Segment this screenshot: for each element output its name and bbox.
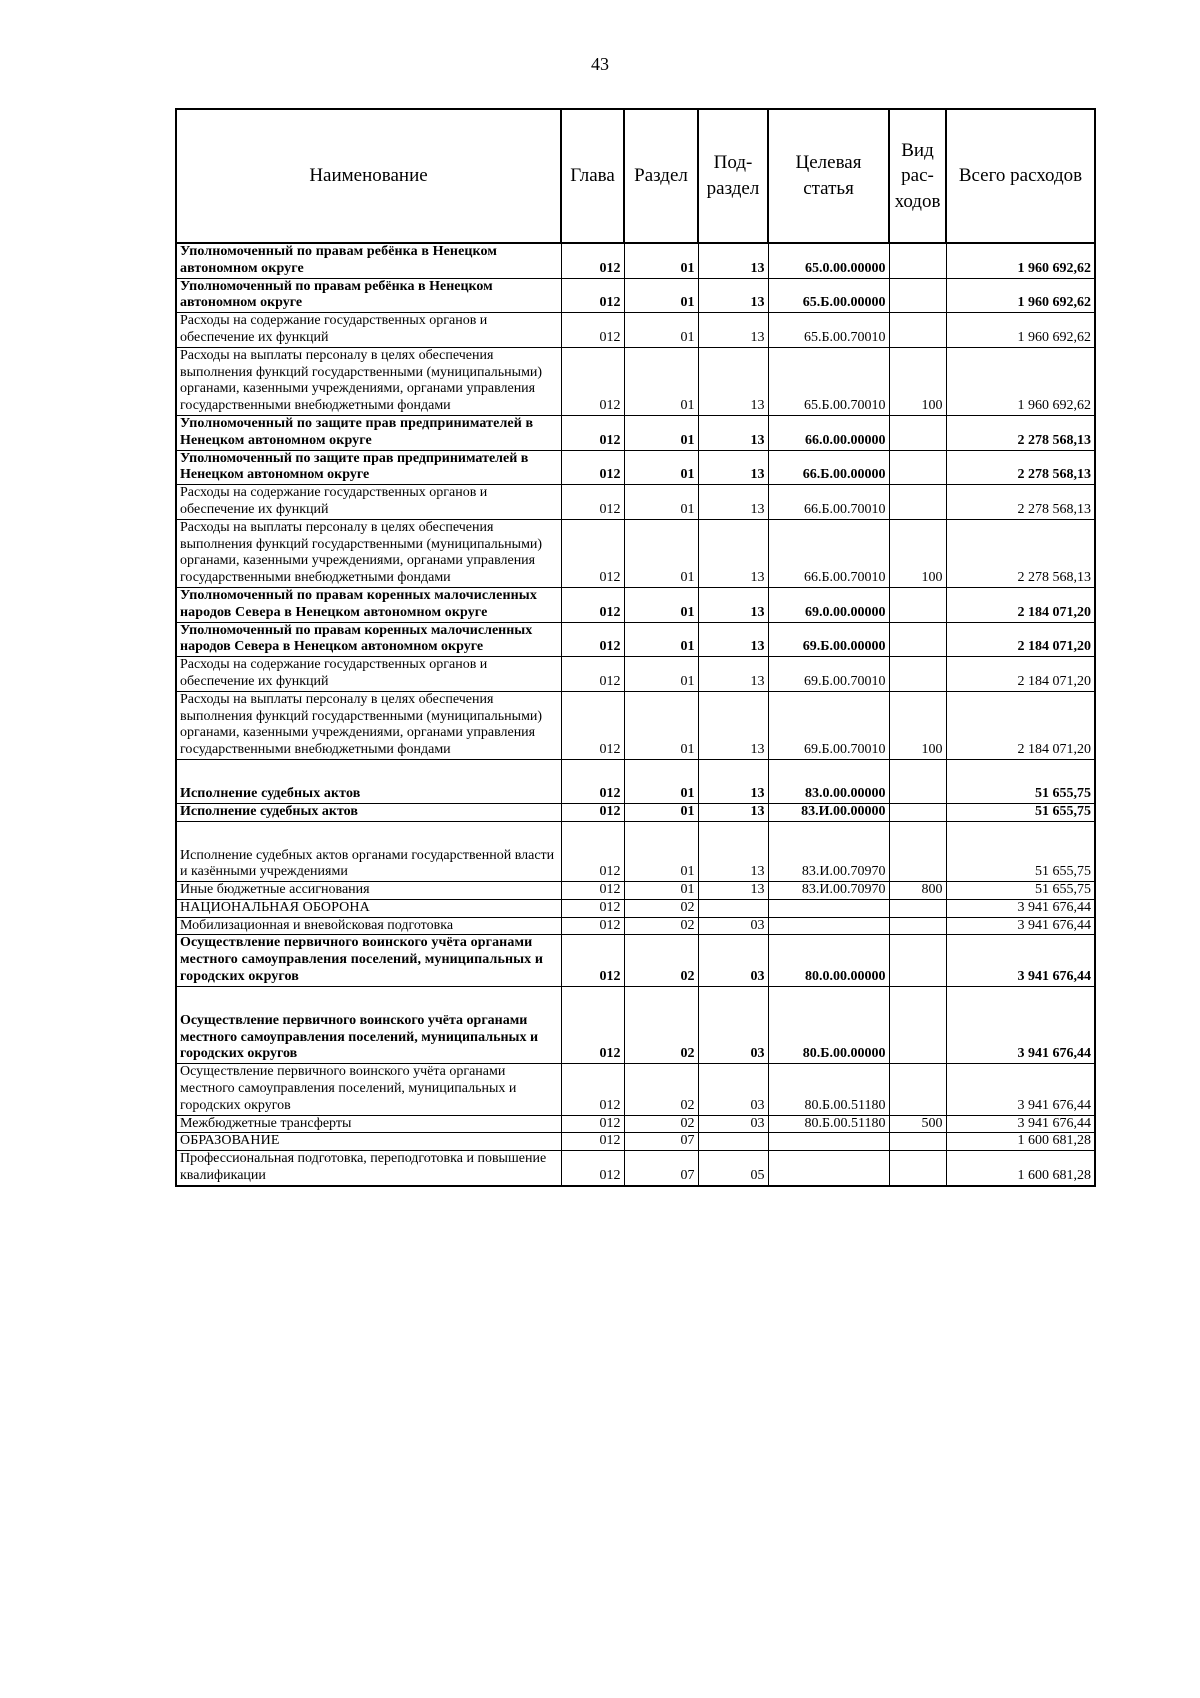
cell-total: 1 600 681,28 [946, 1133, 1095, 1151]
cell-expense-type [889, 1151, 946, 1186]
cell-chapter: 012 [561, 622, 624, 657]
cell-chapter: 012 [561, 1151, 624, 1186]
cell-subsection [698, 1133, 768, 1151]
cell-target-article: 69.0.00.00000 [768, 587, 889, 622]
cell-subsection: 13 [698, 803, 768, 821]
cell-expense-type [889, 759, 946, 803]
cell-chapter: 012 [561, 986, 624, 1063]
cell-chapter: 012 [561, 485, 624, 520]
cell-subsection: 13 [698, 622, 768, 657]
header-total: Всего расходов [946, 109, 1095, 243]
table-body [176, 243, 1095, 1186]
cell-section: 01 [624, 587, 698, 622]
cell-subsection: 13 [698, 587, 768, 622]
cell-subsection: 13 [698, 415, 768, 450]
cell-section: 01 [624, 803, 698, 821]
cell-expense-type [889, 821, 946, 882]
cell-total: 3 941 676,44 [946, 1115, 1095, 1133]
cell-section: 01 [624, 622, 698, 657]
cell-chapter: 012 [561, 587, 624, 622]
table-row [176, 917, 1095, 935]
cell-section: 01 [624, 313, 698, 348]
cell-chapter: 012 [561, 759, 624, 803]
cell-chapter: 012 [561, 243, 624, 278]
cell-section: 02 [624, 935, 698, 986]
cell-name: Мобилизационная и вневойсковая подготовка [176, 917, 561, 935]
cell-total: 3 941 676,44 [946, 935, 1095, 986]
cell-section: 07 [624, 1133, 698, 1151]
cell-total: 1 960 692,62 [946, 278, 1095, 313]
cell-name: Расходы на содержание государственных органов и обеспечение их функций [176, 485, 561, 520]
cell-total: 51 655,75 [946, 803, 1095, 821]
table-row [176, 935, 1095, 986]
cell-total: 3 941 676,44 [946, 1064, 1095, 1115]
cell-subsection: 13 [698, 821, 768, 882]
cell-target-article: 69.Б.00.70010 [768, 691, 889, 759]
cell-name: Расходы на выплаты персоналу в целях обеспечения выполнения функций государственными (муниципальными) органами, казенными учреждениями, органами управления государственными внебюджетными фондами [176, 691, 561, 759]
cell-section: 01 [624, 243, 698, 278]
cell-chapter: 012 [561, 347, 624, 415]
cell-target-article: 80.Б.00.51180 [768, 1064, 889, 1115]
header-section: Раздел [624, 109, 698, 243]
cell-target-article: 65.0.00.00000 [768, 243, 889, 278]
cell-chapter: 012 [561, 313, 624, 348]
header-target-article: Целевая статья [768, 109, 889, 243]
cell-total: 2 184 071,20 [946, 587, 1095, 622]
header-expense-type: Вид рас-ходов [889, 109, 946, 243]
cell-chapter: 012 [561, 882, 624, 900]
cell-subsection: 03 [698, 917, 768, 935]
cell-name: НАЦИОНАЛЬНАЯ ОБОРОНА [176, 899, 561, 917]
cell-name: Иные бюджетные ассигнования [176, 882, 561, 900]
cell-section: 01 [624, 759, 698, 803]
cell-total: 51 655,75 [946, 759, 1095, 803]
cell-section: 02 [624, 899, 698, 917]
cell-target-article: 65.Б.00.70010 [768, 313, 889, 348]
cell-name: Профессиональная подготовка, переподготовка и повышение квалификации [176, 1151, 561, 1186]
cell-total: 2 184 071,20 [946, 657, 1095, 692]
cell-name: Расходы на выплаты персоналу в целях обеспечения выполнения функций государственными (муниципальными) органами, казенными учреждениями, органами управления государственными внебюджетными фондами [176, 347, 561, 415]
cell-subsection: 13 [698, 450, 768, 485]
table-row [176, 1064, 1095, 1115]
cell-subsection [698, 899, 768, 917]
cell-name: Уполномоченный по правам коренных малочисленных народов Севера в Ненецком автономном округе [176, 622, 561, 657]
cell-subsection: 13 [698, 243, 768, 278]
cell-target-article: 80.Б.00.00000 [768, 986, 889, 1063]
table-row [176, 986, 1095, 1063]
header-chapter: Глава [561, 109, 624, 243]
cell-expense-type [889, 917, 946, 935]
cell-subsection: 13 [698, 485, 768, 520]
cell-expense-type: 100 [889, 519, 946, 587]
cell-chapter: 012 [561, 450, 624, 485]
cell-total: 1 960 692,62 [946, 243, 1095, 278]
table-row [176, 1133, 1095, 1151]
table-row [176, 899, 1095, 917]
cell-total: 2 278 568,13 [946, 485, 1095, 520]
cell-target-article: 83.И.00.70970 [768, 821, 889, 882]
cell-expense-type: 100 [889, 691, 946, 759]
cell-expense-type [889, 657, 946, 692]
cell-target-article: 80.Б.00.51180 [768, 1115, 889, 1133]
cell-total: 51 655,75 [946, 882, 1095, 900]
cell-name: Уполномоченный по правам ребёнка в Ненецком автономном округе [176, 243, 561, 278]
page-number: 43 [591, 54, 609, 74]
cell-section: 01 [624, 691, 698, 759]
cell-expense-type [889, 587, 946, 622]
cell-section: 07 [624, 1151, 698, 1186]
cell-total: 1 960 692,62 [946, 313, 1095, 348]
cell-chapter: 012 [561, 1115, 624, 1133]
cell-expense-type [889, 986, 946, 1063]
cell-target-article: 83.И.00.00000 [768, 803, 889, 821]
cell-name: ОБРАЗОВАНИЕ [176, 1133, 561, 1151]
cell-expense-type: 800 [889, 882, 946, 900]
cell-name: Осуществление первичного воинского учёта органами местного самоуправления поселений, муниципальных и городских округов [176, 1064, 561, 1115]
cell-total: 3 941 676,44 [946, 917, 1095, 935]
table-row [176, 1115, 1095, 1133]
cell-target-article: 83.0.00.00000 [768, 759, 889, 803]
cell-expense-type [889, 485, 946, 520]
cell-section: 01 [624, 519, 698, 587]
cell-name: Исполнение судебных актов [176, 803, 561, 821]
table-row [176, 622, 1095, 657]
cell-name: Уполномоченный по правам коренных малочисленных народов Севера в Ненецком автономном округе [176, 587, 561, 622]
cell-subsection: 13 [698, 278, 768, 313]
table-header-row [176, 109, 1095, 243]
cell-name: Расходы на содержание государственных органов и обеспечение их функций [176, 313, 561, 348]
cell-total: 2 278 568,13 [946, 415, 1095, 450]
cell-name: Уполномоченный по правам ребёнка в Ненецком автономном округе [176, 278, 561, 313]
cell-section: 01 [624, 450, 698, 485]
table-row [176, 415, 1095, 450]
cell-total: 2 184 071,20 [946, 691, 1095, 759]
cell-chapter: 012 [561, 917, 624, 935]
cell-target-article: 65.Б.00.70010 [768, 347, 889, 415]
cell-target-article: 66.Б.00.70010 [768, 519, 889, 587]
cell-expense-type [889, 935, 946, 986]
table-row [176, 450, 1095, 485]
table-row [176, 803, 1095, 821]
cell-subsection: 03 [698, 1064, 768, 1115]
cell-expense-type [889, 313, 946, 348]
cell-name: Исполнение судебных актов [176, 759, 561, 803]
cell-chapter: 012 [561, 1064, 624, 1115]
table-row [176, 519, 1095, 587]
cell-total: 2 278 568,13 [946, 519, 1095, 587]
header-name: Наименование [176, 109, 561, 243]
cell-target-article: 69.Б.00.70010 [768, 657, 889, 692]
cell-target-article: 83.И.00.70970 [768, 882, 889, 900]
cell-section: 02 [624, 1064, 698, 1115]
table-row [176, 759, 1095, 803]
cell-name: Уполномоченный по защите прав предпринимателей в Ненецком автономном округе [176, 450, 561, 485]
cell-subsection: 13 [698, 882, 768, 900]
cell-subsection: 03 [698, 935, 768, 986]
cell-total: 2 184 071,20 [946, 622, 1095, 657]
cell-total: 1 600 681,28 [946, 1151, 1095, 1186]
table-row [176, 821, 1095, 882]
cell-expense-type [889, 450, 946, 485]
cell-target-article: 65.Б.00.00000 [768, 278, 889, 313]
cell-expense-type: 500 [889, 1115, 946, 1133]
cell-chapter: 012 [561, 821, 624, 882]
cell-chapter: 012 [561, 415, 624, 450]
cell-expense-type [889, 243, 946, 278]
cell-subsection: 13 [698, 691, 768, 759]
cell-expense-type [889, 1133, 946, 1151]
table-row [176, 882, 1095, 900]
cell-expense-type [889, 803, 946, 821]
cell-section: 01 [624, 415, 698, 450]
cell-expense-type: 100 [889, 347, 946, 415]
cell-name: Расходы на содержание государственных органов и обеспечение их функций [176, 657, 561, 692]
cell-total: 3 941 676,44 [946, 899, 1095, 917]
cell-section: 01 [624, 485, 698, 520]
cell-section: 01 [624, 347, 698, 415]
header-subsection: Под-раздел [698, 109, 768, 243]
table-row [176, 587, 1095, 622]
table-row [176, 691, 1095, 759]
table-row [176, 485, 1095, 520]
cell-subsection: 13 [698, 347, 768, 415]
cell-total: 2 278 568,13 [946, 450, 1095, 485]
cell-expense-type [889, 622, 946, 657]
cell-section: 02 [624, 917, 698, 935]
cell-expense-type [889, 278, 946, 313]
cell-name: Межбюджетные трансферты [176, 1115, 561, 1133]
cell-chapter: 012 [561, 691, 624, 759]
cell-total: 51 655,75 [946, 821, 1095, 882]
cell-target-article: 69.Б.00.00000 [768, 622, 889, 657]
cell-section: 01 [624, 882, 698, 900]
cell-chapter: 012 [561, 657, 624, 692]
table-row [176, 243, 1095, 278]
cell-name: Исполнение судебных актов органами государственной власти и казёнными учреждениями [176, 821, 561, 882]
cell-name: Расходы на выплаты персоналу в целях обеспечения выполнения функций государственными (муниципальными) органами, казенными учреждениями, органами управления государственными внебюджетными фондами [176, 519, 561, 587]
cell-subsection: 03 [698, 1115, 768, 1133]
cell-target-article [768, 1133, 889, 1151]
cell-section: 02 [624, 1115, 698, 1133]
cell-section: 01 [624, 278, 698, 313]
cell-total: 3 941 676,44 [946, 986, 1095, 1063]
cell-name: Уполномоченный по защите прав предпринимателей в Ненецком автономном округе [176, 415, 561, 450]
table-row [176, 313, 1095, 348]
table-row [176, 347, 1095, 415]
cell-name: Осуществление первичного воинского учёта органами местного самоуправления поселений, муниципальных и городских округов [176, 986, 561, 1063]
cell-chapter: 012 [561, 935, 624, 986]
cell-chapter: 012 [561, 803, 624, 821]
cell-expense-type [889, 899, 946, 917]
cell-subsection: 13 [698, 759, 768, 803]
cell-subsection: 13 [698, 657, 768, 692]
cell-target-article [768, 899, 889, 917]
cell-expense-type [889, 1064, 946, 1115]
cell-subsection: 13 [698, 519, 768, 587]
table-row [176, 278, 1095, 313]
cell-target-article: 66.Б.00.00000 [768, 450, 889, 485]
cell-chapter: 012 [561, 899, 624, 917]
cell-subsection: 05 [698, 1151, 768, 1186]
cell-chapter: 012 [561, 278, 624, 313]
cell-name: Осуществление первичного воинского учёта органами местного самоуправления поселений, муниципальных и городских округов [176, 935, 561, 986]
cell-expense-type [889, 415, 946, 450]
budget-table [175, 108, 1096, 1187]
cell-chapter: 012 [561, 1133, 624, 1151]
table-row [176, 657, 1095, 692]
cell-target-article [768, 1151, 889, 1186]
cell-target-article: 80.0.00.00000 [768, 935, 889, 986]
cell-section: 02 [624, 986, 698, 1063]
cell-subsection: 03 [698, 986, 768, 1063]
cell-section: 01 [624, 657, 698, 692]
cell-total: 1 960 692,62 [946, 347, 1095, 415]
cell-target-article [768, 917, 889, 935]
cell-target-article: 66.Б.00.70010 [768, 485, 889, 520]
cell-chapter: 012 [561, 519, 624, 587]
cell-section: 01 [624, 821, 698, 882]
cell-subsection: 13 [698, 313, 768, 348]
table-row [176, 1151, 1095, 1186]
cell-target-article: 66.0.00.00000 [768, 415, 889, 450]
